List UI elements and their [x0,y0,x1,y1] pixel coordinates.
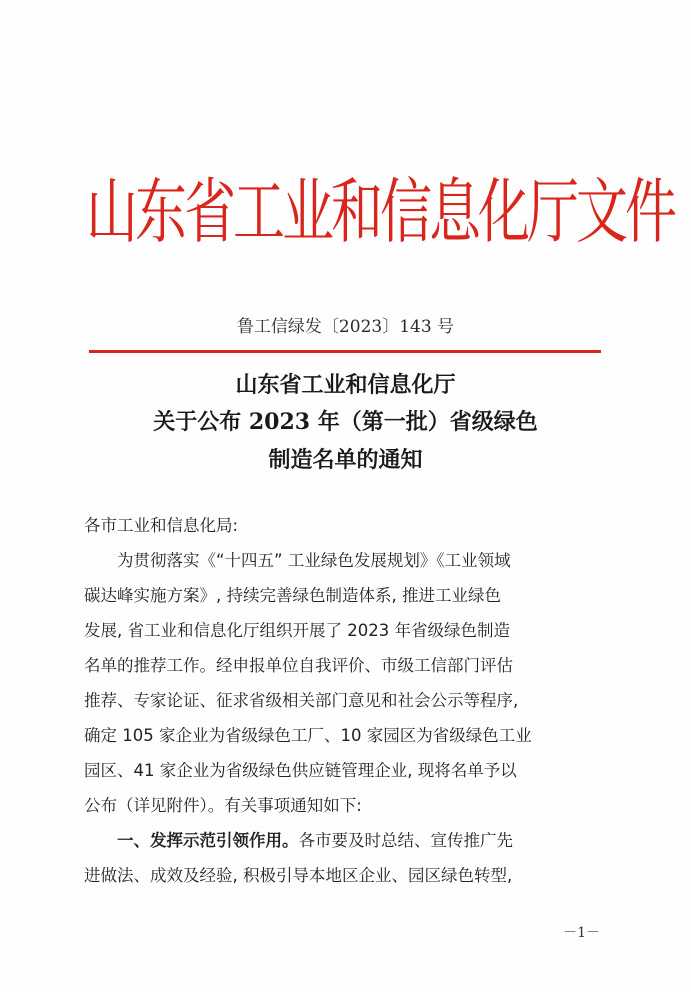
body-line: 名单的推荐工作。经申报单位自我评价、市级工信部门评估 [84,656,513,675]
body-line: 为贯彻落实《“十四五” 工业绿色发展规划》《工业领域 [84,551,511,570]
red-divider-line [89,350,601,353]
section-one-heading: 一、发挥示范引领作用。 [84,831,299,850]
section-one-paragraph [84,827,604,851]
body-line: 发展, 省工业和信息化厅组织开展了 2023 年省级绿色制造 [84,621,510,640]
notice-title-line-1: 山东省工业和信息化厅 [235,372,456,398]
body-line: 碳达峰实施方案》, 持续完善绿色制造体系, 推进工业绿色 [84,586,501,605]
body-line: 推荐、专家论证、征求省级相关部门意见和社会公示等程序, [84,691,519,710]
document-number: 鲁工信绿发〔2023〕143 号 [236,317,455,337]
document-masthead: 山东省工业和信息化厅文件 [86,172,675,254]
addressee: 各市工业和信息化局: [84,516,239,535]
body-line: 确定 105 家企业为省级绿色工厂、10 家园区为省级绿色工业 [84,726,532,745]
section-one-text: 各市要及时总结、宣传推广先 [298,831,513,850]
notice-title-line-2: 关于公布 2023 年（第一批）省级绿色 [153,409,538,435]
notice-title-line-3: 制造名单的通知 [268,447,423,473]
body-line: 公布（详见附件）。有关事项通知如下: [84,796,362,815]
body-line: 进做法、成效及经验, 积极引导本地区企业、园区绿色转型, [84,866,513,885]
page-number: －1－ [563,925,600,941]
body-line: 园区、41 家企业为省级绿色供应链管理企业, 现将名单予以 [84,761,517,780]
